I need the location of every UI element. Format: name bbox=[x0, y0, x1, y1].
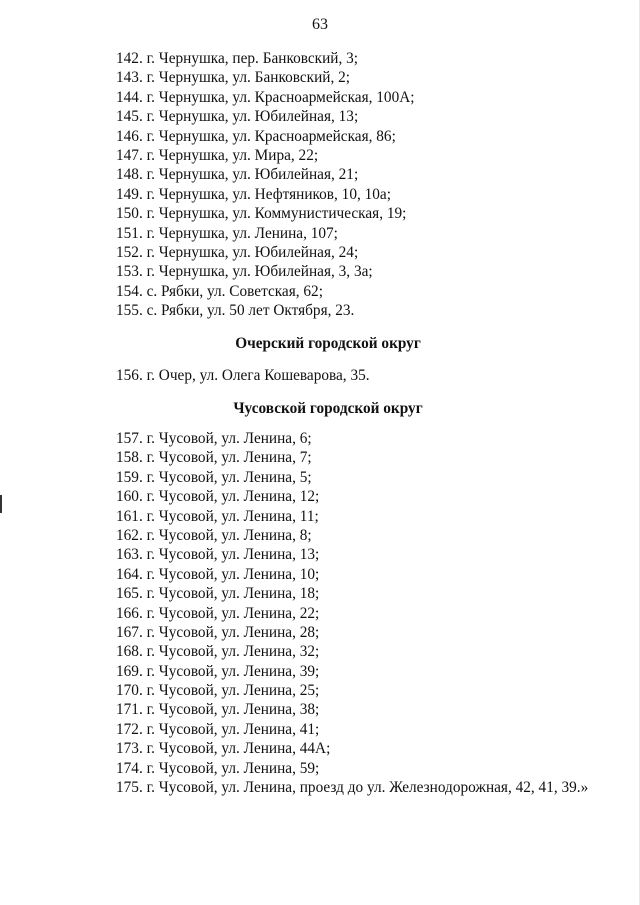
list-item: 155. с. Рябки, ул. 50 лет Октября, 23. bbox=[116, 302, 355, 320]
list-item: 152. г. Чернушка, ул. Юбилейная, 24; bbox=[116, 243, 359, 261]
address-list-chernushka bbox=[116, 49, 616, 320]
list-item: 144. г. Чернушка, ул. Красноармейская, 100А; bbox=[116, 88, 415, 106]
list-item: 175. г. Чусовой, ул. Ленина, проезд до ул. Железнодорожная, 42, 41, 39.» bbox=[116, 779, 589, 797]
page-number: 63 bbox=[312, 16, 328, 33]
list-item: 151. г. Чернушка, ул. Ленина, 107; bbox=[116, 224, 338, 242]
list-item: 146. г. Чернушка, ул. Красноармейская, 86; bbox=[116, 127, 396, 145]
list-item: 159. г. Чусовой, ул. Ленина, 5; bbox=[116, 468, 312, 486]
list-item: 174. г. Чусовой, ул. Ленина, 59; bbox=[116, 759, 320, 777]
list-item: 167. г. Чусовой, ул. Ленина, 28; bbox=[116, 623, 320, 641]
list-item: 173. г. Чусовой, ул. Ленина, 44А; bbox=[116, 740, 331, 758]
list-item: 166. г. Чусовой, ул. Ленина, 22; bbox=[116, 604, 320, 622]
list-item: 145. г. Чернушка, ул. Юбилейная, 13; bbox=[116, 108, 359, 126]
list-item: 142. г. Чернушка, пер. Банковский, 3; bbox=[116, 50, 359, 67]
list-item: 162. г. Чусовой, ул. Ленина, 8; bbox=[116, 526, 312, 544]
list-item: 160. г. Чусовой, ул. Ленина, 12; bbox=[116, 488, 320, 506]
list-item: 154. с. Рябки, ул. Советская, 62; bbox=[116, 282, 323, 300]
address-list-chusovoy bbox=[116, 429, 616, 797]
list-item: 171. г. Чусовой, ул. Ленина, 38; bbox=[116, 701, 320, 719]
scan-edge-mark bbox=[0, 495, 2, 513]
list-item: 149. г. Чернушка, ул. Нефтяников, 10, 10а; bbox=[116, 185, 391, 203]
list-item: 164. г. Чусовой, ул. Ленина, 10; bbox=[116, 565, 320, 583]
list-item: 147. г. Чернушка, ул. Мира, 22; bbox=[116, 146, 319, 164]
list-item: 156. г. Очер, ул. Олега Кошеварова, 35. bbox=[116, 367, 370, 384]
list-item: 153. г. Чернушка, ул. Юбилейная, 3, 3а; bbox=[116, 263, 373, 281]
list-item: 163. г. Чусовой, ул. Ленина, 13; bbox=[116, 546, 320, 564]
list-item: 170. г. Чусовой, ул. Ленина, 25; bbox=[116, 682, 320, 700]
list-item: 148. г. Чернушка, ул. Юбилейная, 21; bbox=[116, 166, 359, 184]
list-item: 168. г. Чусовой, ул. Ленина, 32; bbox=[116, 643, 320, 661]
list-item: 150. г. Чернушка, ул. Коммунистическая, 19; bbox=[116, 205, 407, 223]
list-item: 165. г. Чусовой, ул. Ленина, 18; bbox=[116, 585, 320, 603]
list-item: 143. г. Чернушка, ул. Банковский, 2; bbox=[116, 69, 351, 87]
list-item: 169. г. Чусовой, ул. Ленина, 39; bbox=[116, 662, 320, 680]
list-item: 158. г. Чусовой, ул. Ленина, 7; bbox=[116, 449, 312, 467]
section-heading-chusovskoy: Чусовской городской округ bbox=[233, 400, 423, 417]
section-heading-ochersky: Очерский городской округ bbox=[235, 335, 421, 352]
list-item: 172. г. Чусовой, ул. Ленина, 41; bbox=[116, 720, 320, 738]
list-item: 161. г. Чусовой, ул. Ленина, 11; bbox=[116, 507, 319, 525]
address-list-ocher bbox=[116, 366, 616, 385]
list-item: 157. г. Чусовой, ул. Ленина, 6; bbox=[116, 430, 312, 447]
